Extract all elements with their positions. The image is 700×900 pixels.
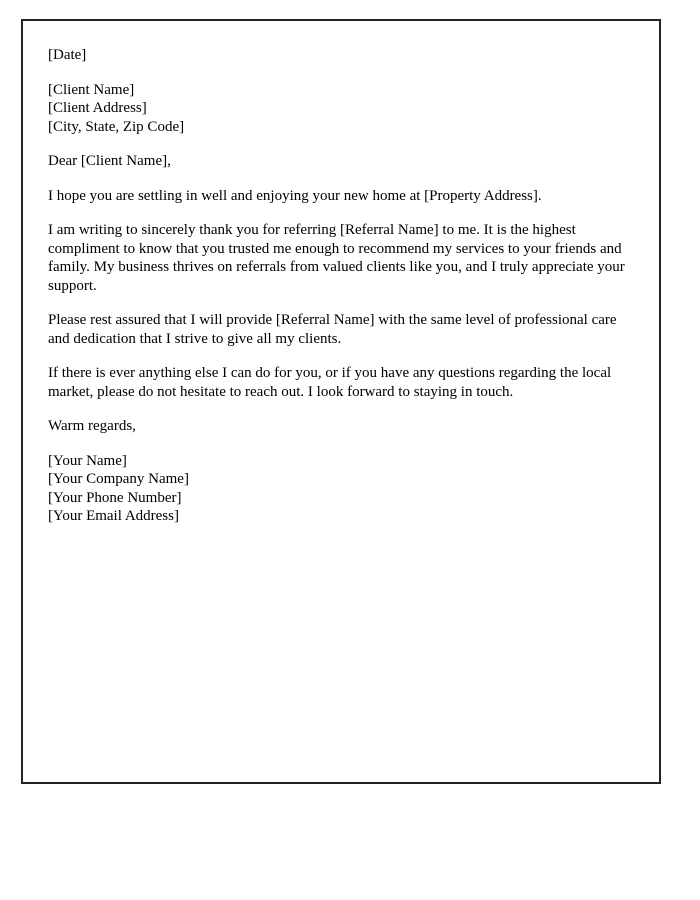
closing: Warm regards, (48, 418, 136, 434)
recipient-address-line: [Client Address] (48, 100, 147, 116)
recipient-block (48, 81, 637, 137)
date-line: [Date] (48, 47, 87, 63)
signature-block (48, 452, 637, 526)
signature-name-line: [Your Name] (48, 452, 127, 469)
recipient-city-state-zip-line: [City, State, Zip Code] (48, 118, 185, 135)
salutation: Dear [Client Name], (48, 153, 171, 169)
date-block (48, 46, 637, 65)
signature-company-line: [Your Company Name] (48, 471, 189, 487)
letter-page (21, 19, 661, 784)
paragraph-new-home: I hope you are settling in well and enjoying your new home at [Property Address]. (48, 187, 542, 204)
paragraph-follow-up: If there is ever anything else I can do for you, or if you have any questions regarding the local market, please do not hesitate to reach out. I look forward to staying in touch. (48, 365, 612, 400)
paragraph-thank-you-referral: I am writing to sincerely thank you for referring [Referral Name] to me. It is the highest compliment to know that you trusted me enough to recommend my services to your friends and family. My business thrives on referrals from valued clients like you, and I truly appreciate your support. (48, 222, 625, 294)
paragraph-assurance: Please rest assured that I will provide [Referral Name] with the same level of professional care and dedication that I strive to give all my clients. (48, 312, 617, 347)
signature-email-line: [Your Email Address] (48, 508, 179, 524)
recipient-name-line: [Client Name] (48, 81, 135, 98)
signature-phone-line: [Your Phone Number] (48, 489, 182, 506)
